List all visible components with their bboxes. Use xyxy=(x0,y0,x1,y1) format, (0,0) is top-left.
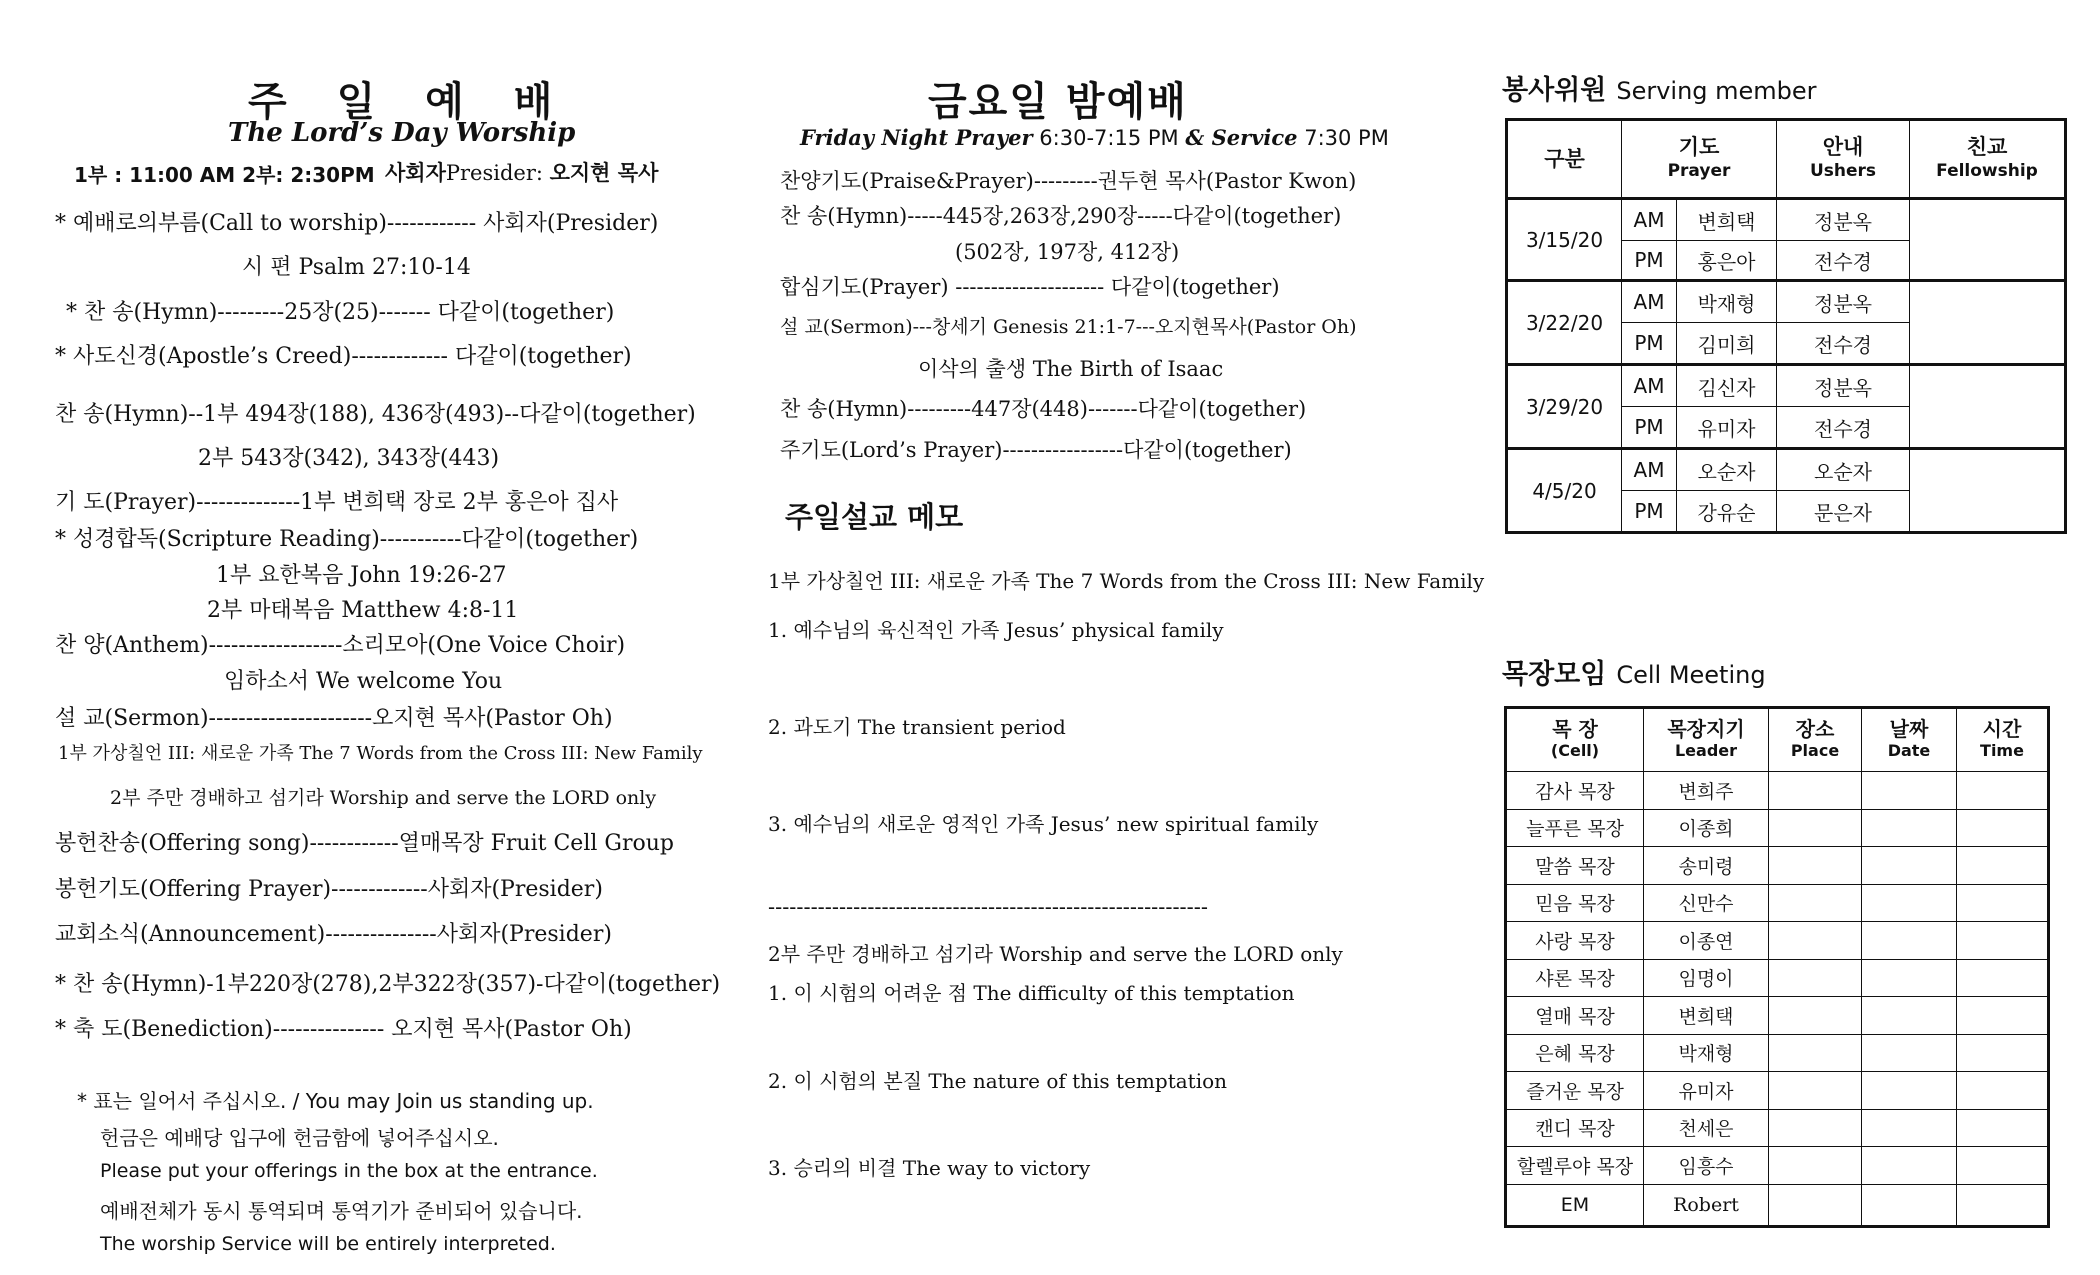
memo-divider: -------------------------------------------------------------- xyxy=(768,895,1208,919)
cell-place xyxy=(1769,922,1862,960)
order-item: 1부 가상칠언 III: 새로운 가족 The 7 Words from the Cross III: New Family xyxy=(58,743,703,764)
cell-header-date: 날짜 Date xyxy=(1862,708,1957,772)
serving-prayer: 강유순 xyxy=(1677,491,1777,533)
presider-name: 오지현 목사 xyxy=(549,161,659,185)
memo-line: 2부 주만 경배하고 섬기라 Worship and serve the LORD only xyxy=(768,942,1343,966)
cell-time xyxy=(1957,772,2049,810)
friday-item: 주기도(Lord’s Prayer)-----------------다같이(together) xyxy=(780,438,1292,462)
interpret-note-en: The worship Service will be entirely interpreted. xyxy=(100,1233,556,1255)
order-item: 설 교(Sermon)----------------------오지현 목사(Pastor Oh) xyxy=(55,706,613,731)
cell-time xyxy=(1957,809,2049,847)
cell-subtitle: Cell Meeting xyxy=(1616,661,1766,689)
memo-line: 2. 과도기 The transient period xyxy=(768,715,1066,739)
cell-leader: 변희주 xyxy=(1644,772,1769,810)
cell-row xyxy=(1506,1147,2049,1185)
friday-item: 설 교(Sermon)---창세기 Genesis 21:1-7---오지현목사(Pastor Oh) xyxy=(780,316,1357,338)
order-item: 교회소식(Announcement)---------------사회자(Presider) xyxy=(55,922,612,947)
cell-place xyxy=(1769,847,1862,885)
order-item: 1부 요한복음 John 19:26-27 xyxy=(216,563,507,588)
serving-row xyxy=(1507,199,2066,241)
cell-row xyxy=(1506,884,2049,922)
serving-prayer: 유미자 xyxy=(1677,407,1777,449)
cell-leader: 임명이 xyxy=(1644,959,1769,997)
friday-item: 이삭의 출생 The Birth of Isaac xyxy=(918,357,1224,381)
cell-leader: 천세은 xyxy=(1644,1109,1769,1147)
cell-header-row xyxy=(1506,708,2049,772)
serving-session: PM xyxy=(1622,241,1677,281)
order-item: 봉헌기도(Offering Prayer)-------------사회자(Presider) xyxy=(55,877,603,902)
cell-date xyxy=(1862,922,1957,960)
cell-row xyxy=(1506,922,2049,960)
serving-row xyxy=(1507,281,2066,323)
cell-leader: 이종연 xyxy=(1644,922,1769,960)
cell-row xyxy=(1506,1072,2049,1110)
friday-service-time: 7:30 PM xyxy=(1297,126,1389,150)
serving-prayer: 변희택 xyxy=(1677,199,1777,241)
serving-date: 3/29/20 xyxy=(1507,365,1622,449)
friday-subtitle-service: & Service xyxy=(1185,125,1298,150)
serving-session: AM xyxy=(1622,199,1677,241)
service-times: 1부 : 11:00 AM 2부: 2:30PM xyxy=(74,163,375,187)
serving-session: AM xyxy=(1622,365,1677,407)
cell-name: 은혜 목장 xyxy=(1506,1034,1644,1072)
friday-subtitle xyxy=(800,125,1389,150)
serving-subtitle: Serving member xyxy=(1616,77,1817,105)
cell-row xyxy=(1506,847,2049,885)
order-item: 찬 양(Anthem)------------------소리모아(One Voice Choir) xyxy=(55,633,626,658)
serving-session: PM xyxy=(1622,407,1677,449)
cell-place xyxy=(1769,959,1862,997)
cell-name: 감사 목장 xyxy=(1506,772,1644,810)
standing-note: * 표는 일어서 주십시오. / You may Join us standing up. xyxy=(77,1089,594,1113)
serving-usher: 오순자 xyxy=(1777,449,1910,491)
serving-usher: 전수경 xyxy=(1777,241,1910,281)
cell-header-time: 시간 Time xyxy=(1957,708,2049,772)
cell-leader: 박재형 xyxy=(1644,1034,1769,1072)
cell-time xyxy=(1957,847,2049,885)
cell-name: 말씀 목장 xyxy=(1506,847,1644,885)
cell-leader: 송미령 xyxy=(1644,847,1769,885)
cell-place xyxy=(1769,1184,1862,1226)
serving-header-fellowship: 친교 Fellowship xyxy=(1910,120,2066,199)
memo-line: 1부 가상칠언 III: 새로운 가족 The 7 Words from the Cross III: New Family xyxy=(768,569,1485,593)
cell-date xyxy=(1862,847,1957,885)
serving-prayer: 김미희 xyxy=(1677,323,1777,365)
cell-time xyxy=(1957,1184,2049,1226)
cell-time xyxy=(1957,1034,2049,1072)
cell-place xyxy=(1769,997,1862,1035)
memo-line: 1. 예수님의 육신적인 가족 Jesus’ physical family xyxy=(768,618,1224,642)
cell-row xyxy=(1506,772,2049,810)
cell-place xyxy=(1769,884,1862,922)
cell-date xyxy=(1862,1072,1957,1110)
order-item: 2부 주만 경배하고 섬기라 Worship and serve the LORD only xyxy=(110,787,657,809)
serving-session: AM xyxy=(1622,449,1677,491)
cell-row xyxy=(1506,809,2049,847)
order-item: * 찬 송(Hymn)-1부220장(278),2부322장(357)-다같이(together) xyxy=(55,972,721,997)
cell-leader: 임흥수 xyxy=(1644,1147,1769,1185)
serving-fellowship xyxy=(1910,199,2066,281)
cell-time xyxy=(1957,1109,2049,1147)
friday-prayer-time: 6:30-7:15 PM xyxy=(1032,126,1186,150)
cell-time xyxy=(1957,1147,2049,1185)
serving-session: AM xyxy=(1622,281,1677,323)
cell-date xyxy=(1862,884,1957,922)
cell-date xyxy=(1862,1109,1957,1147)
presider-label: 사회자 xyxy=(385,161,446,185)
presider-label-en: Presider: xyxy=(445,161,550,185)
cell-name: 믿음 목장 xyxy=(1506,884,1644,922)
cell-heading xyxy=(1502,652,1766,691)
serving-date: 3/22/20 xyxy=(1507,281,1622,365)
memo-title: 주일설교 메모 xyxy=(785,500,964,534)
serving-usher: 정분옥 xyxy=(1777,281,1910,323)
serving-header-prayer: 기도 Prayer xyxy=(1622,120,1777,199)
cell-date xyxy=(1862,772,1957,810)
cell-place xyxy=(1769,1147,1862,1185)
cell-time xyxy=(1957,884,2049,922)
serving-row xyxy=(1507,365,2066,407)
order-item: 시 편 Psalm 27:10-14 xyxy=(242,255,471,280)
friday-item: 합심기도(Prayer) --------------------- 다같이(together) xyxy=(780,275,1280,299)
order-item: * 예배로의부름(Call to worship)------------ 사회자(Presider) xyxy=(55,211,659,236)
serving-prayer: 오순자 xyxy=(1677,449,1777,491)
sunday-subtitle: The Lord’s Day Worship xyxy=(228,118,576,148)
cell-time xyxy=(1957,1072,2049,1110)
serving-usher: 전수경 xyxy=(1777,323,1910,365)
sunday-title: 주 일 예 배 xyxy=(248,79,571,125)
cell-header-cell: 목 장 (Cell) xyxy=(1506,708,1644,772)
cell-date xyxy=(1862,1184,1957,1226)
serving-fellowship xyxy=(1910,449,2066,533)
serving-prayer: 박재형 xyxy=(1677,281,1777,323)
cell-leader: 신만수 xyxy=(1644,884,1769,922)
friday-item: 찬 송(Hymn)-----445장,263장,290장-----다같이(together) xyxy=(780,204,1342,228)
cell-name: EM xyxy=(1506,1184,1644,1226)
cell-row xyxy=(1506,1184,2049,1226)
cell-row xyxy=(1506,1109,2049,1147)
cell-header-place: 장소 Place xyxy=(1769,708,1862,772)
offering-note-en: Please put your offerings in the box at the entrance. xyxy=(100,1160,598,1182)
cell-name: 캔디 목장 xyxy=(1506,1109,1644,1147)
order-item: 찬 송(Hymn)--1부 494장(188), 436장(493)--다같이(together) xyxy=(55,402,696,427)
serving-date: 4/5/20 xyxy=(1507,449,1622,533)
cell-place xyxy=(1769,1109,1862,1147)
serving-usher: 정분옥 xyxy=(1777,365,1910,407)
serving-table xyxy=(1505,118,2067,534)
cell-row xyxy=(1506,997,2049,1035)
cell-leader: 변희택 xyxy=(1644,997,1769,1035)
serving-row xyxy=(1507,449,2066,491)
cell-name: 할렐루야 목장 xyxy=(1506,1147,1644,1185)
cell-place xyxy=(1769,772,1862,810)
cell-leader: 유미자 xyxy=(1644,1072,1769,1110)
serving-usher: 정분옥 xyxy=(1777,199,1910,241)
cell-table xyxy=(1504,706,2050,1228)
cell-header-leader: 목장지기 Leader xyxy=(1644,708,1769,772)
order-item: 임하소서 We welcome You xyxy=(224,669,503,694)
cell-time xyxy=(1957,922,2049,960)
serving-date: 3/15/20 xyxy=(1507,199,1622,281)
order-item: * 축 도(Benediction)--------------- 오지현 목사(Pastor Oh) xyxy=(55,1017,632,1042)
serving-session: PM xyxy=(1622,323,1677,365)
memo-line: 3. 예수님의 새로운 영적인 가족 Jesus’ new spiritual family xyxy=(768,812,1319,836)
order-item: * 찬 송(Hymn)---------25장(25)------- 다같이(together) xyxy=(66,300,615,325)
serving-prayer: 홍은아 xyxy=(1677,241,1777,281)
order-item: 2부 543장(342), 343장(443) xyxy=(198,446,500,471)
cell-title: 목장모임 xyxy=(1502,659,1607,690)
serving-title: 봉사위원 xyxy=(1502,75,1607,106)
serving-fellowship xyxy=(1910,281,2066,365)
cell-row xyxy=(1506,1034,2049,1072)
cell-date xyxy=(1862,809,1957,847)
friday-item: 찬양기도(Praise&Prayer)---------권두현 목사(Pastor Kwon) xyxy=(780,169,1357,193)
cell-name: 즐거운 목장 xyxy=(1506,1072,1644,1110)
order-item: 봉헌찬송(Offering song)------------열매목장 Fruit Cell Group xyxy=(55,831,674,856)
memo-line: 3. 승리의 비결 The way to victory xyxy=(768,1156,1091,1180)
order-item: * 성경합독(Scripture Reading)-----------다같이(together) xyxy=(55,527,639,552)
order-item: 기 도(Prayer)--------------1부 변희택 장로 2부 홍은아 집사 xyxy=(55,490,619,515)
serving-fellowship xyxy=(1910,365,2066,449)
cell-time xyxy=(1957,959,2049,997)
cell-row xyxy=(1506,959,2049,997)
offering-note-ko: 헌금은 예배당 입구에 헌금함에 넣어주십시오. xyxy=(100,1126,499,1150)
friday-item: 찬 송(Hymn)---------447장(448)-------다같이(together) xyxy=(780,397,1307,421)
serving-heading xyxy=(1502,68,1817,107)
friday-item: (502장, 197장, 412장) xyxy=(955,240,1180,264)
cell-name: 열매 목장 xyxy=(1506,997,1644,1035)
order-item: 2부 마태복음 Matthew 4:8-11 xyxy=(207,598,519,623)
order-item: * 사도신경(Apostle’s Creed)------------- 다같이(together) xyxy=(55,344,632,369)
serving-usher: 전수경 xyxy=(1777,407,1910,449)
serving-usher: 문은자 xyxy=(1777,491,1910,533)
cell-date xyxy=(1862,959,1957,997)
serving-session: PM xyxy=(1622,491,1677,533)
serving-header-division: 구분 xyxy=(1507,120,1622,199)
cell-date xyxy=(1862,1147,1957,1185)
serving-header-ushers: 안내 Ushers xyxy=(1777,120,1910,199)
memo-line: 2. 이 시험의 본질 The nature of this temptation xyxy=(768,1069,1228,1093)
memo-line: 1. 이 시험의 어려운 점 The difficulty of this temptation xyxy=(768,981,1295,1005)
serving-prayer: 김신자 xyxy=(1677,365,1777,407)
cell-date xyxy=(1862,997,1957,1035)
cell-place xyxy=(1769,1072,1862,1110)
cell-name: 늘푸른 목장 xyxy=(1506,809,1644,847)
cell-place xyxy=(1769,1034,1862,1072)
interpret-note-ko: 예배전체가 동시 통역되며 통역기가 준비되어 있습니다. xyxy=(100,1199,583,1223)
cell-leader: Robert xyxy=(1644,1184,1769,1226)
presider-line xyxy=(385,157,658,187)
friday-subtitle-prayer: Friday Night Prayer xyxy=(800,125,1033,150)
cell-place xyxy=(1769,809,1862,847)
cell-name: 사랑 목장 xyxy=(1506,922,1644,960)
cell-leader: 이종희 xyxy=(1644,809,1769,847)
serving-header-row xyxy=(1507,120,2066,199)
cell-time xyxy=(1957,997,2049,1035)
cell-name: 샤론 목장 xyxy=(1506,959,1644,997)
friday-title: 금요일 밤예배 xyxy=(928,79,1188,125)
cell-date xyxy=(1862,1034,1957,1072)
